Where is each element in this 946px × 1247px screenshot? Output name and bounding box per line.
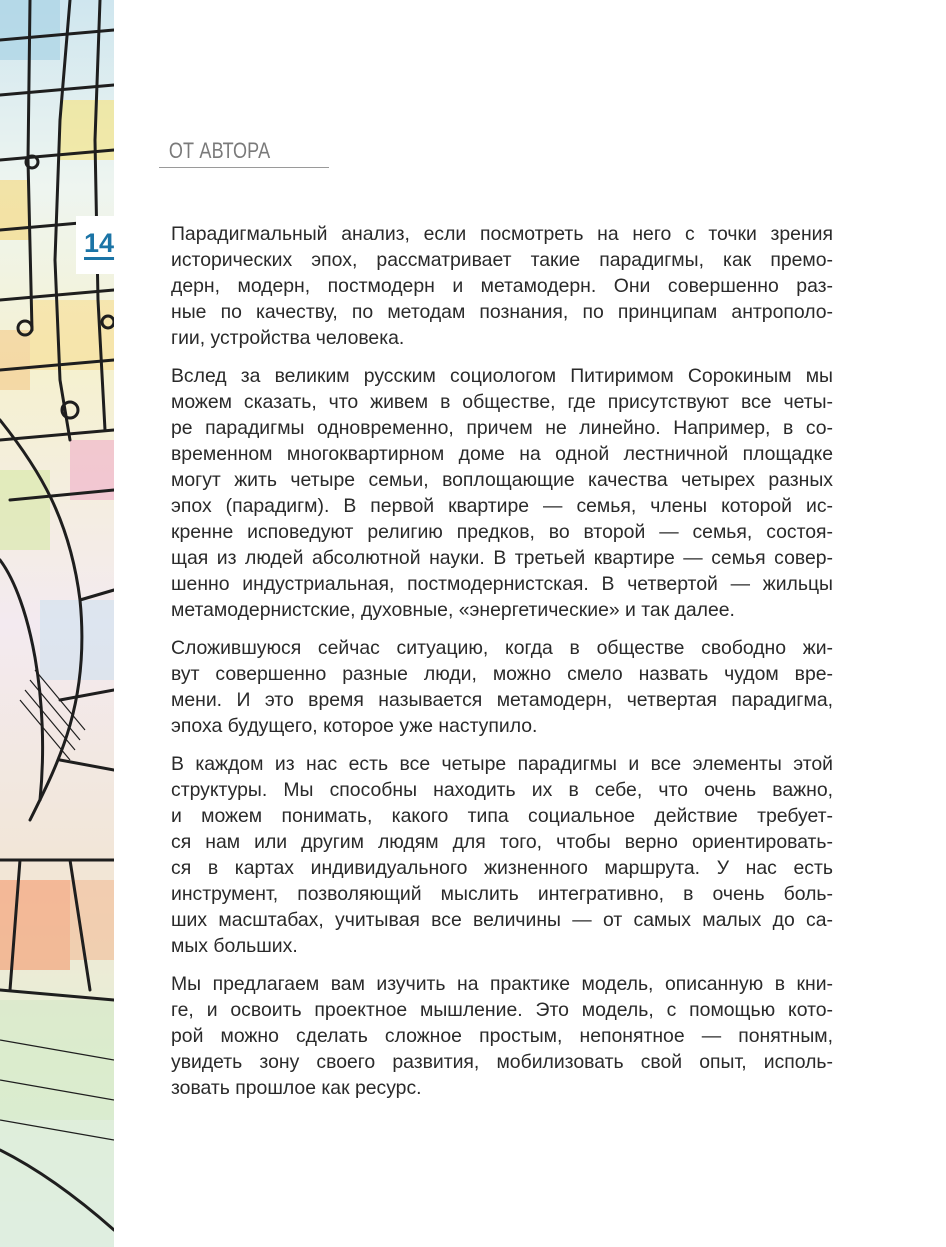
text-line: вут совершенно разные люди, можно смело назвать чудом вре-	[171, 663, 833, 685]
text-line: ре парадигмы одновременно, причем не линейно. Например, в со-	[171, 417, 833, 439]
text-line: зовать прошлое как ресурс.	[171, 1077, 422, 1099]
text-line: гии, устройства человека.	[171, 327, 405, 349]
text-line: и можем понимать, какого типа социальное действие требует-	[171, 805, 833, 827]
text-line: структуры. Мы способны находить их в себе, что очень важно,	[171, 779, 833, 801]
decorative-side-illustration	[0, 0, 114, 1247]
text-line: В каждом из нас есть все четыре парадигмы и все элементы этой	[171, 753, 833, 775]
text-line: исторических эпох, рассматривает такие парадигмы, как премо-	[171, 249, 833, 271]
text-line: могут жить четыре семьи, воплощающие качества четырех разных	[171, 469, 833, 491]
text-line: дерн, модерн, постмодерн и метамодерн. Они совершенно раз-	[171, 275, 833, 297]
text-line: метамодернистские, духовные, «энергетические» и так далее.	[171, 599, 735, 621]
paragraph	[171, 221, 833, 351]
text-line: рой можно сделать сложное простым, непонятное — понятным,	[171, 1025, 833, 1047]
text-line: ся в картах индивидуального жизненного маршрута. У нас есть	[171, 857, 833, 879]
paragraph	[171, 363, 833, 623]
paragraph	[171, 971, 833, 1101]
text-line: инструмент, позволяющий мыслить интегративно, в очень боль-	[171, 883, 833, 905]
text-line: эпоха будущего, которое уже наступило.	[171, 715, 538, 737]
page-number: 14	[84, 228, 115, 258]
text-line: ших масштабах, учитывая все величины — от самых малых до са-	[171, 909, 833, 931]
text-line: мых больших.	[171, 935, 298, 957]
text-line: Парадигмальный анализ, если посмотреть на него с точки зрения	[171, 223, 833, 245]
text-line: эпох (парадигм). В первой квартире — семья, члены которой ис-	[171, 495, 833, 517]
article-body	[171, 221, 833, 1113]
text-line: Сложившуюся сейчас ситуацию, когда в обществе свободно жи-	[171, 637, 833, 659]
text-line: кренне исповедуют религию предков, во второй — семья, состоя-	[171, 521, 833, 543]
text-line: ные по качеству, по методам познания, по принципам антрополо-	[171, 301, 833, 323]
paragraph	[171, 751, 833, 959]
text-line: Мы предлагаем вам изучить на практике модель, описанную в кни-	[171, 973, 833, 995]
text-line: увидеть зону своего развития, мобилизовать свой опыт, исполь-	[171, 1051, 833, 1073]
section-header	[159, 138, 329, 168]
text-line: ге, и освоить проектное мышление. Это модель, с помощью кото-	[171, 999, 833, 1021]
text-line: шенно индустриальная, постмодернистская. В четвертой — жильцы	[171, 573, 833, 595]
text-line: ся нам или другим людям для того, чтобы верно ориентировать-	[171, 831, 833, 853]
section-title: ОТ АВТОРА	[168, 138, 271, 163]
text-line: мени. И это время называется метамодерн, четвертая парадигма,	[171, 689, 833, 711]
text-line: можем сказать, что живем в обществе, где присутствуют все четы-	[171, 391, 833, 413]
paragraph	[171, 635, 833, 739]
text-line: щая из людей абсолютной науки. В третьей квартире — семья совер-	[171, 547, 833, 569]
text-line: Вслед за великим русским социологом Питиримом Сорокиным мы	[171, 365, 833, 387]
text-line: временном многоквартирном доме на одной лестничной площадке	[171, 443, 833, 465]
